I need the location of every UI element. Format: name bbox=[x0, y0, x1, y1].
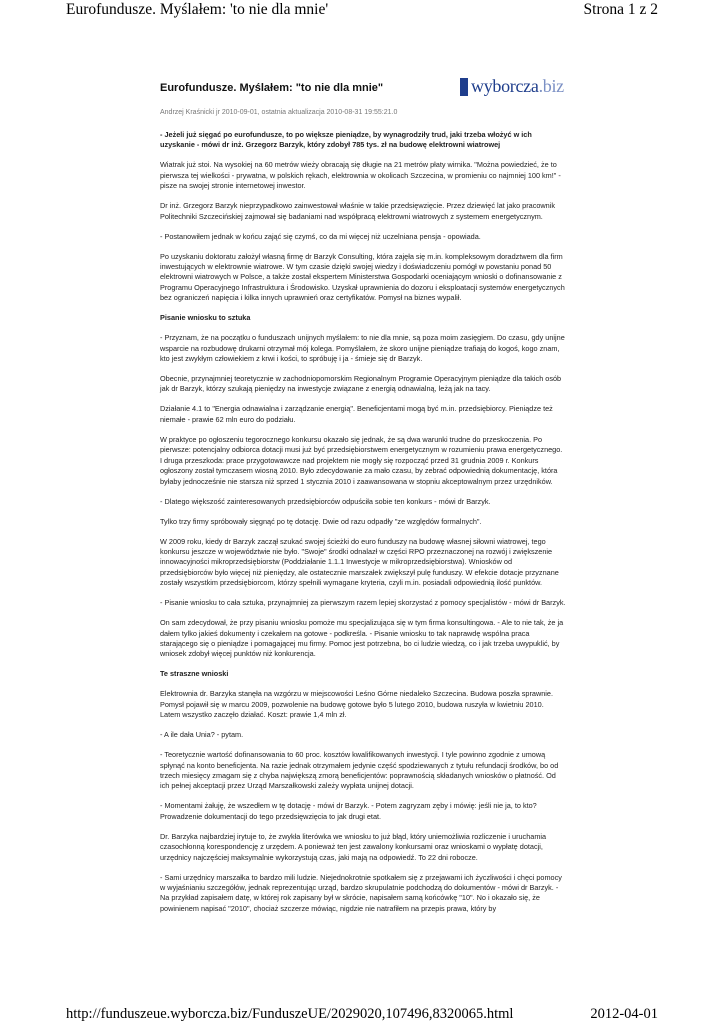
article-body bbox=[160, 130, 566, 924]
paragraph: - Sami urzędnicy marszałka to bardzo mili ludzie. Niejednokrotnie spotkałem się z przejawami ich życzliwości i chęci pomocy w wyjaśnianiu szczegółów, jednak reprezentując urząd, bardzo skrupulatnie podchodzą do dokumentów - mówi dr Barzyk. - Na przykład zapisałem datę, w której rok zapisany był w skrócie, napisałem samą końcówkę "10". No i okazało się, że powinienem napisać "2010", chociaż szczerze mówiąc, nigdzie nie natrafiłem na przepis prawa, który by bbox=[160, 872, 562, 913]
print-header-title: Eurofundusze. Myślałem: 'to nie dla mnie' bbox=[66, 1, 329, 18]
paragraph: - Dlatego większość zainteresowanych przedsiębiorców odpuściła sobie ten konkurs - mówi dr Barzyk. bbox=[160, 496, 491, 506]
print-footer-date: 2012-04-01 bbox=[590, 1006, 658, 1022]
paragraph: - A ile dała Unia? - pytam. bbox=[160, 730, 244, 740]
logo-mark-icon bbox=[460, 78, 468, 96]
section-heading: Pisanie wniosku to sztuka bbox=[160, 313, 251, 323]
paragraph: On sam zdecydował, że przy pisaniu wniosku pomoże mu specjalizująca się w tym firma konsultingowa. - Ale to nie tak, że ja dałem tylko jakieś dokumenty i czekałem na gotowe - podkreśla. - Pisanie wniosku to tak naprawdę wspólna praca starającego się o pieniądze i pomagającej mu firmy. Pomoc jest potrzebna, bo ci ludzie wiedzą, co i jak trzeba uwypuklić, by wniosek zdobył więcej punktów niż konkurencja. bbox=[160, 618, 564, 659]
wyborcza-biz-logo[interactable] bbox=[460, 76, 568, 98]
paragraph: - Teoretycznie wartość dofinansowania to 60 proc. kosztów kwalifikowanych inwestycji. I tyle powinno zgodnie z umową spłynąć na konto beneficjenta. Na razie jednak otrzymałem jedynie część spodziewanych z tytułu refundacji środków, bo od trzech miesięcy zmagam się z chyba największą zmorą beneficjentów: poprawnością składanych wniosków o płatność. Od ich pełnej akceptacji przez Urząd Marszałkowski zależy wypłata unijnej dotacji. bbox=[160, 750, 559, 791]
paragraph: Dr. Barzyka najbardziej irytuje to, że zwykła literówka we wniosku to już błąd, który uniemożliwia rozliczenie i uruchamia czasochłonną korespondencję z urzędem. A ponieważ ten jest zawalony konkursami oraz wnioskami o wypłatę dotacji, urzędnicy najczęściej maksymalnie wykorzystują czas, jaki mają na odpowiedź. To 22 dni robocze. bbox=[160, 831, 547, 862]
print-header bbox=[0, 0, 724, 22]
paragraph: - Postanowiłem jednak w końcu zająć się czymś, co da mi więcej niż uczelniana pensja - opowiada. bbox=[160, 231, 481, 241]
paragraph: - Momentami żałuję, że wszedłem w tę dotację - mówi dr Barzyk. - Potem zagryzam zęby i mówię: jeśli nie ja, to kto? Prowadzenie dokumentacji do tego przedsięwzięcia to jak drugi etat. bbox=[160, 801, 537, 821]
print-header-page-number: Strona 1 z 2 bbox=[583, 1, 658, 18]
article-lead: - Jeżeli już sięgać po eurofundusze, to po większe pieniądze, by wynagrodziły trud, jaki trzeba włożyć w ich uzyskanie - mówi dr inż. Grzegorz Barzyk, który zdobył 785 tys. zł na budowę elektrowni wiatrowej bbox=[160, 130, 532, 150]
print-footer-url[interactable]: http://funduszeue.wyborcza.biz/FunduszeUE/2029020,107496,8320065.html bbox=[66, 1006, 514, 1022]
logo-wordmark: wyborcza.biz bbox=[471, 76, 564, 96]
paragraph: W praktyce po ogłoszeniu tegorocznego konkursu okazało się jednak, że są dwa warunki trudne do przeskoczenia. Po pierwsze: potencjalny odbiorca dotacji musi już być przedsiębiorstwem energetycznym w rozumieniu prawa energetycznego. I druga przeszkoda: prace przygotowawcze nad projektem nie mogły się rozpocząć przed 31 grudnia 2009 r. Konkurs ogłoszony został tymczasem wiosną 2010. Było zdecydowanie za mało czasu, by zebrać odpowiednią dokumentację, która byłaby jednocześnie nie starsza niż sprzed 1 stycznia 2010 i zaawansowana w stopniu akceptowalnym przez urzędników. bbox=[160, 434, 563, 486]
paragraph: Wiatrak już stoi. Na wysokiej na 60 metrów wieży obracają się długie na 21 metrów płaty wirnika. "Można powiedzieć, że to pierwsza tej wielkości - prywatna, w polskich rękach, elektrownia w okolicach Szczecina, w promieniu co najmniej 100 km!" - pisze na swojej stronie internetowej inwestor. bbox=[160, 160, 561, 191]
paragraph: W 2009 roku, kiedy dr Barzyk zaczął szukać swojej ścieżki do euro funduszy na budowę własnej siłowni wiatrowej, tego konkursu jeszcze w województwie nie było. "Swoje" środki odnalazł w części RPO przeznaczonej na rozwój i zwiększenie innowacyjności mikroprzedsiębiorstw (Poddziałanie 1.1.1 Inwestycje w mikroprzedsiębiorstwa). Wniosków od przedsiębiorców było więcej niż pieniędzy, ale ostatecznie marszałek zwiększył pulę funduszy. W efekcie dotacje przyznane zostały wszystkim przedsiębiorcom, którzy spełnili wymagane kryteria, czyli m.in. posiadali odpowiednią ilość punktów. bbox=[160, 536, 559, 588]
paragraph: Tylko trzy firmy spróbowały sięgnąć po tę dotację. Dwie od razu odpadły "ze względów formalnych". bbox=[160, 516, 482, 526]
paragraph: Elektrownia dr. Barzyka stanęła na wzgórzu w miejscowości Leśno Górne niedaleko Szczecina. Budowa poszła sprawnie. Pomysł pojawił się w marcu 2009, pozwolenie na budowę gotowe było 5 lutego 2010, budowa ruszyła w kwietniu 2010. Latem wszystko zaczęło działać. Koszt: prawie 1,4 mln zł. bbox=[160, 689, 554, 720]
paragraph: - Pisanie wniosku to cała sztuka, przynajmniej za pierwszym razem lepiej skorzystać z pomocy specjalistów - mówi dr Barzyk. bbox=[160, 598, 566, 608]
article-title: Eurofundusze. Myślałem: "to nie dla mnie" bbox=[160, 82, 384, 94]
paragraph: - Przyznam, że na początku o funduszach unijnych myślałem: to nie dla mnie, są poza moim zasięgiem. Do czasu, gdy unijne wsparcie na rozbudowę drukarni otrzymał mój kolega. Pomyślałem, że skoro unijne pieniądze trafiają do kogoś, kogo znam, kto jest zwykłym człowiekiem z krwi i kości, to spróbuję i ja - śmieje się dr Barzyk. bbox=[160, 333, 565, 364]
section-heading: Te straszne wnioski bbox=[160, 669, 229, 679]
paragraph: Po uzyskaniu doktoratu założył własną firmę dr Barzyk Consulting, która zajęła się m.in. kompleksowym doradztwem dla firm inwestujących w elektrownie wiatrowe. W tym czasie dzięki swojej wiedzy i doświadczeniu pomógł w powstaniu ponad 50 elektrowni wiatrowych w Polsce, a także został ekspertem Ministerstwa Gospodarki oceniającym wnioski o dofinansowanie z Programu Operacyjnego Infrastruktura i Środowisko. Uzyskał uprawnienia do dozoru i eksploatacji systemów energetycznych bez ograniczeń napięcia i kilka innych uprawnień oraz certyfikatów. Pomysł na biznes wypalił. bbox=[160, 251, 565, 303]
paragraph: Obecnie, przynajmniej teoretycznie w zachodniopomorskim Regionalnym Programie Operacyjnym pieniądze dla takich osób jak dr Barzyk, którzy szukają pieniędzy na inwestycje związane z energią odnawialną, leżą jak na tacy. bbox=[160, 374, 562, 394]
paragraph: Dr inż. Grzegorz Barzyk nieprzypadkowo zainwestował właśnie w takie przedsięwzięcie. Przez dziewięć lat jako pracownik Politechniki Szczecińskiej zajmował się badaniami nad współpracą elektrowni wiatrowych z systemem energetycznym. bbox=[160, 201, 556, 221]
print-footer bbox=[0, 1004, 724, 1024]
paragraph: Działanie 4.1 to "Energia odnawialna i zarządzanie energią". Beneficjentami mogą być m.in. przedsiębiorcy. Pieniądze też niemałe - prawie 62 mln euro do podziału. bbox=[160, 404, 553, 424]
article-byline: Andrzej Kraśnicki jr 2010-09-01, ostatnia aktualizacja 2010-08-31 19:55:21.0 bbox=[160, 109, 398, 116]
